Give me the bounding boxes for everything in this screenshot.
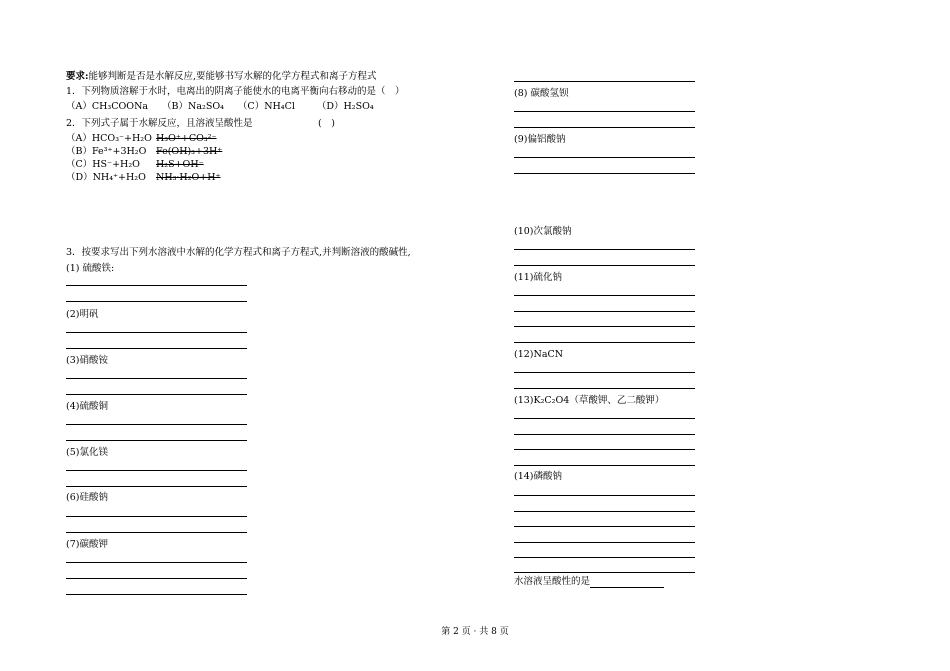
- answer-line[interactable]: [514, 511, 695, 512]
- q2-stem: 2．下列式子属于水解反应，且溶液呈酸性是: [66, 118, 253, 129]
- page-footer: 第 2 页 · 共 8 页: [441, 627, 509, 637]
- answer-line[interactable]: [514, 526, 695, 527]
- q3-item-7: (7)碳酸钾: [66, 539, 108, 550]
- answer-line[interactable]: [514, 418, 695, 419]
- answer-line[interactable]: [514, 111, 695, 112]
- q3-item-6: (6)硅酸钠: [66, 492, 108, 503]
- q3-item-2: (2)明矾: [66, 309, 99, 320]
- answer-line[interactable]: [514, 173, 695, 174]
- answer-line[interactable]: [514, 495, 695, 496]
- final-question-text: 水溶液呈酸性的是: [514, 576, 591, 587]
- q1-option-a: （A）CH₃COONa: [66, 101, 149, 112]
- answer-line[interactable]: [66, 470, 247, 471]
- answer-line[interactable]: [66, 594, 247, 595]
- q1-stem: 1．下列物质溶解于水时，电离出的阴离子能使水的电离平衡向右移动的是（ ）: [66, 86, 405, 97]
- q1-option-b: （B）Na₂SO₄: [162, 101, 224, 112]
- answer-line[interactable]: [66, 578, 247, 579]
- answer-line[interactable]: [514, 326, 695, 327]
- answer-line[interactable]: [66, 301, 247, 302]
- final-answer-blank[interactable]: [590, 577, 664, 588]
- answer-line[interactable]: [514, 388, 695, 389]
- answer-line[interactable]: [66, 424, 247, 425]
- q2-option-c-right: H₂S+OH⁻: [156, 159, 204, 170]
- answer-line[interactable]: [66, 332, 247, 333]
- answer-line[interactable]: [66, 516, 247, 517]
- answer-line[interactable]: [66, 486, 247, 487]
- q3-item-4: (4)硫酸铜: [66, 401, 108, 412]
- item-9: (9)偏铝酸钠: [514, 134, 566, 145]
- requirement-line: [66, 71, 377, 83]
- q2-option-b-right: Fe(OH)₃+3H⁺: [156, 146, 223, 157]
- answer-line[interactable]: [66, 348, 247, 349]
- final-question: [514, 576, 664, 588]
- item-10: (10)次氯酸钠: [514, 226, 572, 237]
- answer-line[interactable]: [514, 542, 695, 543]
- q3-item-5: (5)氯化镁: [66, 447, 108, 458]
- q2-option-a-right: H₃O⁺+CO₃²⁻: [156, 133, 217, 144]
- requirement-text: 能够判断是否是水解反应,要能够书写水解的化学方程式和离子方程式: [88, 71, 377, 82]
- answer-line[interactable]: [514, 249, 695, 250]
- q2-option-a-left: （A）HCO₃⁻+H₂O: [66, 133, 152, 144]
- q2-option-b-left: （B）Fe³⁺+3H₂O: [66, 146, 147, 157]
- answer-line[interactable]: [66, 285, 247, 286]
- item-8: (8) 碳酸氢钡: [514, 88, 569, 99]
- answer-line[interactable]: [514, 295, 695, 296]
- q1-option-c: （C）NH₄Cl: [237, 101, 295, 112]
- answer-line[interactable]: [514, 265, 695, 266]
- q1-option-d: （D）H₂SO₄: [316, 101, 374, 112]
- requirement-label: 要求:: [66, 71, 89, 82]
- q1-options: [66, 101, 388, 113]
- answer-line[interactable]: [514, 572, 695, 573]
- answer-line[interactable]: [514, 449, 695, 450]
- q2-paren: ( ): [318, 118, 335, 129]
- q2-option-c-left: （C）HS⁻+H₂O: [66, 159, 140, 170]
- answer-line[interactable]: [514, 434, 695, 435]
- answer-line[interactable]: [66, 378, 247, 379]
- answer-line[interactable]: [514, 557, 695, 558]
- answer-line[interactable]: [66, 440, 247, 441]
- answer-line[interactable]: [66, 532, 247, 533]
- item-11: (11)硫化钠: [514, 272, 563, 283]
- item-12: (12)NaCN: [514, 349, 564, 360]
- q2-option-d-left: （D）NH₄⁺+H₂O: [66, 172, 146, 183]
- q3-item-1: (1) 硫酸铁:: [66, 263, 115, 274]
- answer-line[interactable]: [514, 372, 695, 373]
- answer-line[interactable]: [514, 342, 695, 343]
- answer-line[interactable]: [514, 157, 695, 158]
- answer-line[interactable]: [514, 127, 695, 128]
- q2-option-d-right: NH₃·H₂O+H⁺: [156, 172, 221, 183]
- q3-stem: 3．按要求写出下列水溶液中水解的化学方程式和离子方程式,并判断溶液的酸碱性,: [66, 247, 411, 258]
- item-14: (14)磷酸钠: [514, 471, 563, 482]
- answer-line[interactable]: [514, 465, 695, 466]
- item-13: (13)K₂C₂O4（草酸钾、乙二酸钾）: [514, 395, 665, 406]
- answer-line[interactable]: [514, 81, 695, 82]
- answer-line[interactable]: [66, 394, 247, 395]
- answer-line[interactable]: [514, 311, 695, 312]
- answer-line[interactable]: [66, 562, 247, 563]
- q3-item-3: (3)硝酸铵: [66, 355, 108, 366]
